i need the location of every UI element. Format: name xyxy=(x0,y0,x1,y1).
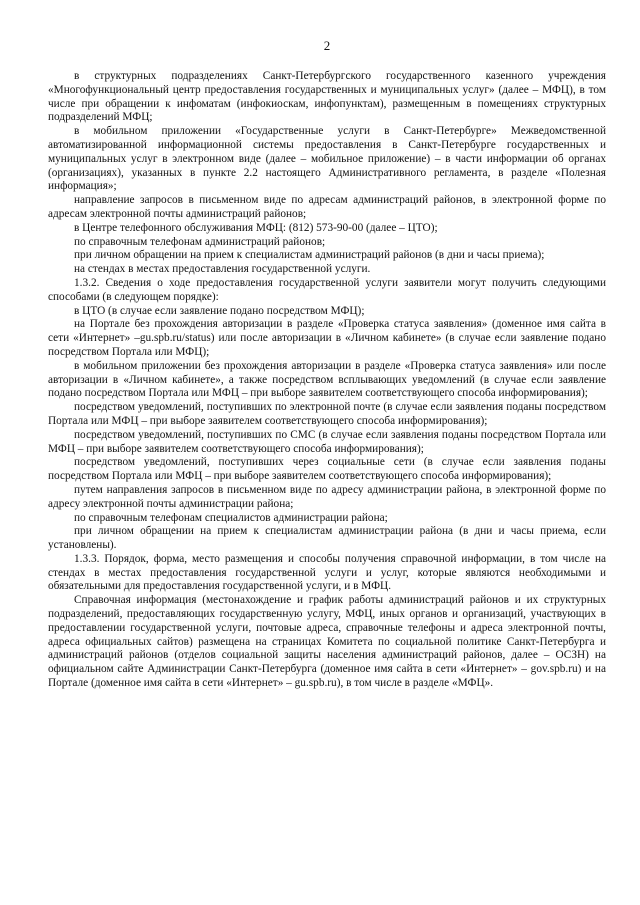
paragraph-19: Справочная информация (местонахождение и график работы администраций районов и их структурных подразделений, предоставляющих государственную услугу, МФЦ, иных органов и организаций, участвующих в предоставлении государственной услуги, почтовые адреса, справочные телефоны и адреса электронной почты, адреса официальных сайтов) размещена на страницах Комитета по социальной политике Санкт-Петербурга и администраций районов (отделов социальной защиты населения администраций районов, далее – ОСЗН) на официальном сайте Администрации Санкт-Петербурга (доменное имя сайта в сети «Интернет» – gov.spb.ru) и на Портале (доменное имя сайта в сети «Интернет» – gu.spb.ru), в том числе в разделе «МФЦ». xyxy=(48,594,606,690)
paragraph-17: при личном обращении на прием к специалистам администрации района (в дни и часы приема, если установлены). xyxy=(48,525,606,552)
paragraph-12: посредством уведомлений, поступивших по электронной почте (в случае если заявления поданы посредством Портала или МФЦ – при выборе заявителем соответствующего способа информирования); xyxy=(48,401,606,427)
paragraph-15: путем направления запросов в письменном виде по адресу администрации района, в электронной форме по адресу электронной почты администрации района; xyxy=(48,483,606,510)
paragraph-10: на Портале без прохождения авторизации в разделе «Проверка статуса заявления» (доменное имя сайта в сети «Интернет» –gu.spb.ru/status) или после авторизации в «Личном кабинете» (в случае если заявление подано посредством Портала или МФЦ); xyxy=(48,318,606,358)
page-number: 2 xyxy=(323,38,331,53)
paragraph-7: на стендах в местах предоставления государственной услуги. xyxy=(74,263,371,276)
paragraph-16: по справочным телефонам специалистов администрации района; xyxy=(74,511,388,524)
paragraph-18: 1.3.3. Порядок, форма, место размещения и способы получения справочной информации, в том числе на стендах в местах предоставления государственной услуги и услуг, которые являются необходимыми и обязательными для предоставления государственной услуги, и в МФЦ. xyxy=(48,552,606,593)
paragraph-14: посредством уведомлений, поступивших через социальные сети (в случае если заявления поданы посредством Портала или МФЦ – при выборе заявителем соответствующего способа информирования); xyxy=(48,456,606,483)
paragraph-2: в мобильном приложении «Государственные услуги в Санкт-Петербурге» Межведомственной автоматизированной информационной системы предоставления в Санкт-Петербурге государственных и муниципальных услуг в электронном виде (далее – мобильное приложение) – в части информации об органах (организациях), указанных в пункте 2.2 настоящего Административного регламента, в разделе «Полезная информация»; xyxy=(48,125,606,193)
paragraph-11: в мобильном приложении без прохождения авторизации в разделе «Проверка статуса заявления» или после авторизации в «Личном кабинете», а также посредством всплывающих уведомлений (в случае если заявление подано посредством Портала или МФЦ – при выборе заявителем соответствующего способа информирования); xyxy=(48,359,606,400)
paragraph-3: направление запросов в письменном виде по адресам администраций районов, в электронной форме по адресам электронной почты администраций районов; xyxy=(48,194,606,220)
paragraph-9: в ЦТО (в случае если заявление подано посредством МФЦ); xyxy=(74,304,365,317)
paragraph-5: по справочным телефонам администраций районов; xyxy=(74,235,326,248)
paragraph-1: в структурных подразделениях Санкт-Петербургского государственного казенного учреждения «Многофункциональный центр предоставления государственных и муниципальных услуг» (далее – МФЦ), в том числе при обращении к инфоматам (инфокиоскам, инфопунктам), размещенным в помещениях структурных подразделений МФЦ; xyxy=(48,70,606,124)
paragraph-13: посредством уведомлений, поступивших по СМС (в случае если заявления поданы посредством Портала или МФЦ – при выборе заявителем соответствующего способа информирования); xyxy=(48,428,606,455)
paragraph-8: 1.3.2. Сведения о ходе предоставления государственной услуги заявители могут получить следующими способами (в следующем порядке): xyxy=(48,276,606,303)
paragraph-6: при личном обращении на прием к специалистам администраций районов (в дни и часы приема); xyxy=(74,249,545,262)
paragraph-4: в Центре телефонного обслуживания МФЦ: (812) 573-90-00 (далее – ЦТО); xyxy=(74,221,438,234)
